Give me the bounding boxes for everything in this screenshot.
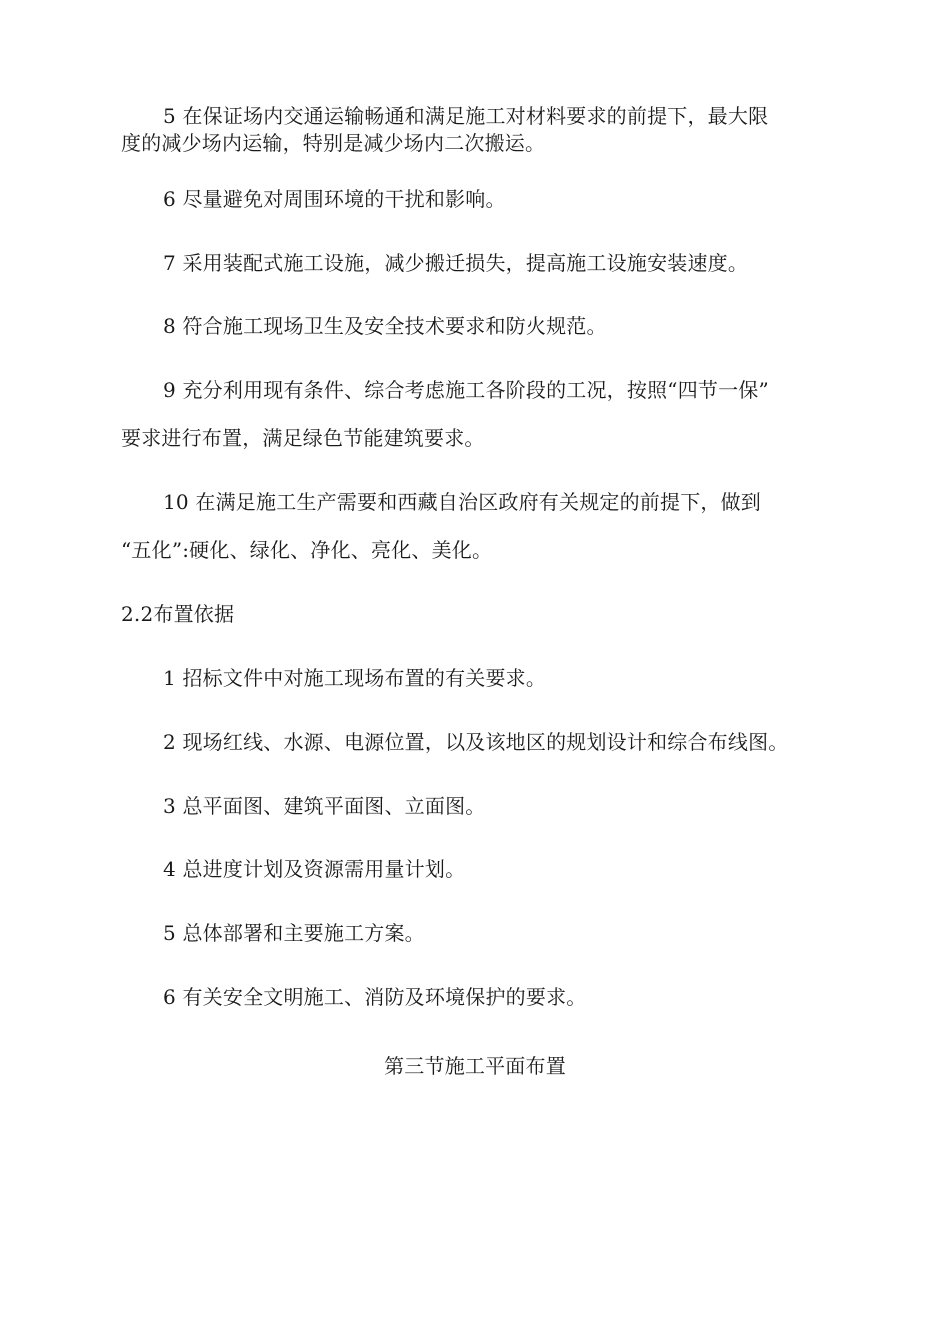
paragraph-6: 6 尽量避免对周围环境的干扰和影响。 bbox=[163, 187, 506, 211]
paragraph-9-line-1: 9 充分利用现有条件、综合考虑施工各阶段的工况，按照“四节一保” bbox=[163, 378, 769, 402]
paragraph-5-line-1: 5 在保证场内交通运输畅通和满足施工对材料要求的前提下，最大限 bbox=[163, 104, 769, 128]
basis-item-5: 5 总体部署和主要施工方案。 bbox=[163, 921, 425, 945]
chapter-title: 第三节施工平面布置 bbox=[384, 1054, 566, 1078]
paragraph-7: 7 采用装配式施工设施，减少搬迁损失，提高施工设施安装速度。 bbox=[163, 251, 749, 275]
paragraph-10-line-1: 10 在满足施工生产需要和西藏自治区政府有关规定的前提下，做到 bbox=[163, 490, 762, 514]
paragraph-9-line-2: 要求进行布置，满足绿色节能建筑要求。 bbox=[121, 426, 485, 450]
paragraph-5-line-2: 度的减少场内运输，特别是减少场内二次搬运。 bbox=[121, 131, 546, 155]
basis-item-6: 6 有关安全文明施工、消防及环境保护的要求。 bbox=[163, 985, 587, 1009]
basis-item-3: 3 总平面图、建筑平面图、立面图。 bbox=[163, 794, 486, 818]
basis-item-1: 1 招标文件中对施工现场布置的有关要求。 bbox=[163, 666, 547, 690]
section-heading: 2.2布置依据 bbox=[121, 602, 235, 626]
paragraph-10-line-2: “五化”:硬化、绿化、净化、亮化、美化。 bbox=[121, 538, 493, 562]
basis-item-4: 4 总进度计划及资源需用量计划。 bbox=[163, 857, 466, 881]
paragraph-8: 8 符合施工现场卫生及安全技术要求和防火规范。 bbox=[163, 314, 607, 338]
basis-item-2: 2 现场红线、水源、电源位置，以及该地区的规划设计和综合布线图。 bbox=[163, 730, 789, 754]
